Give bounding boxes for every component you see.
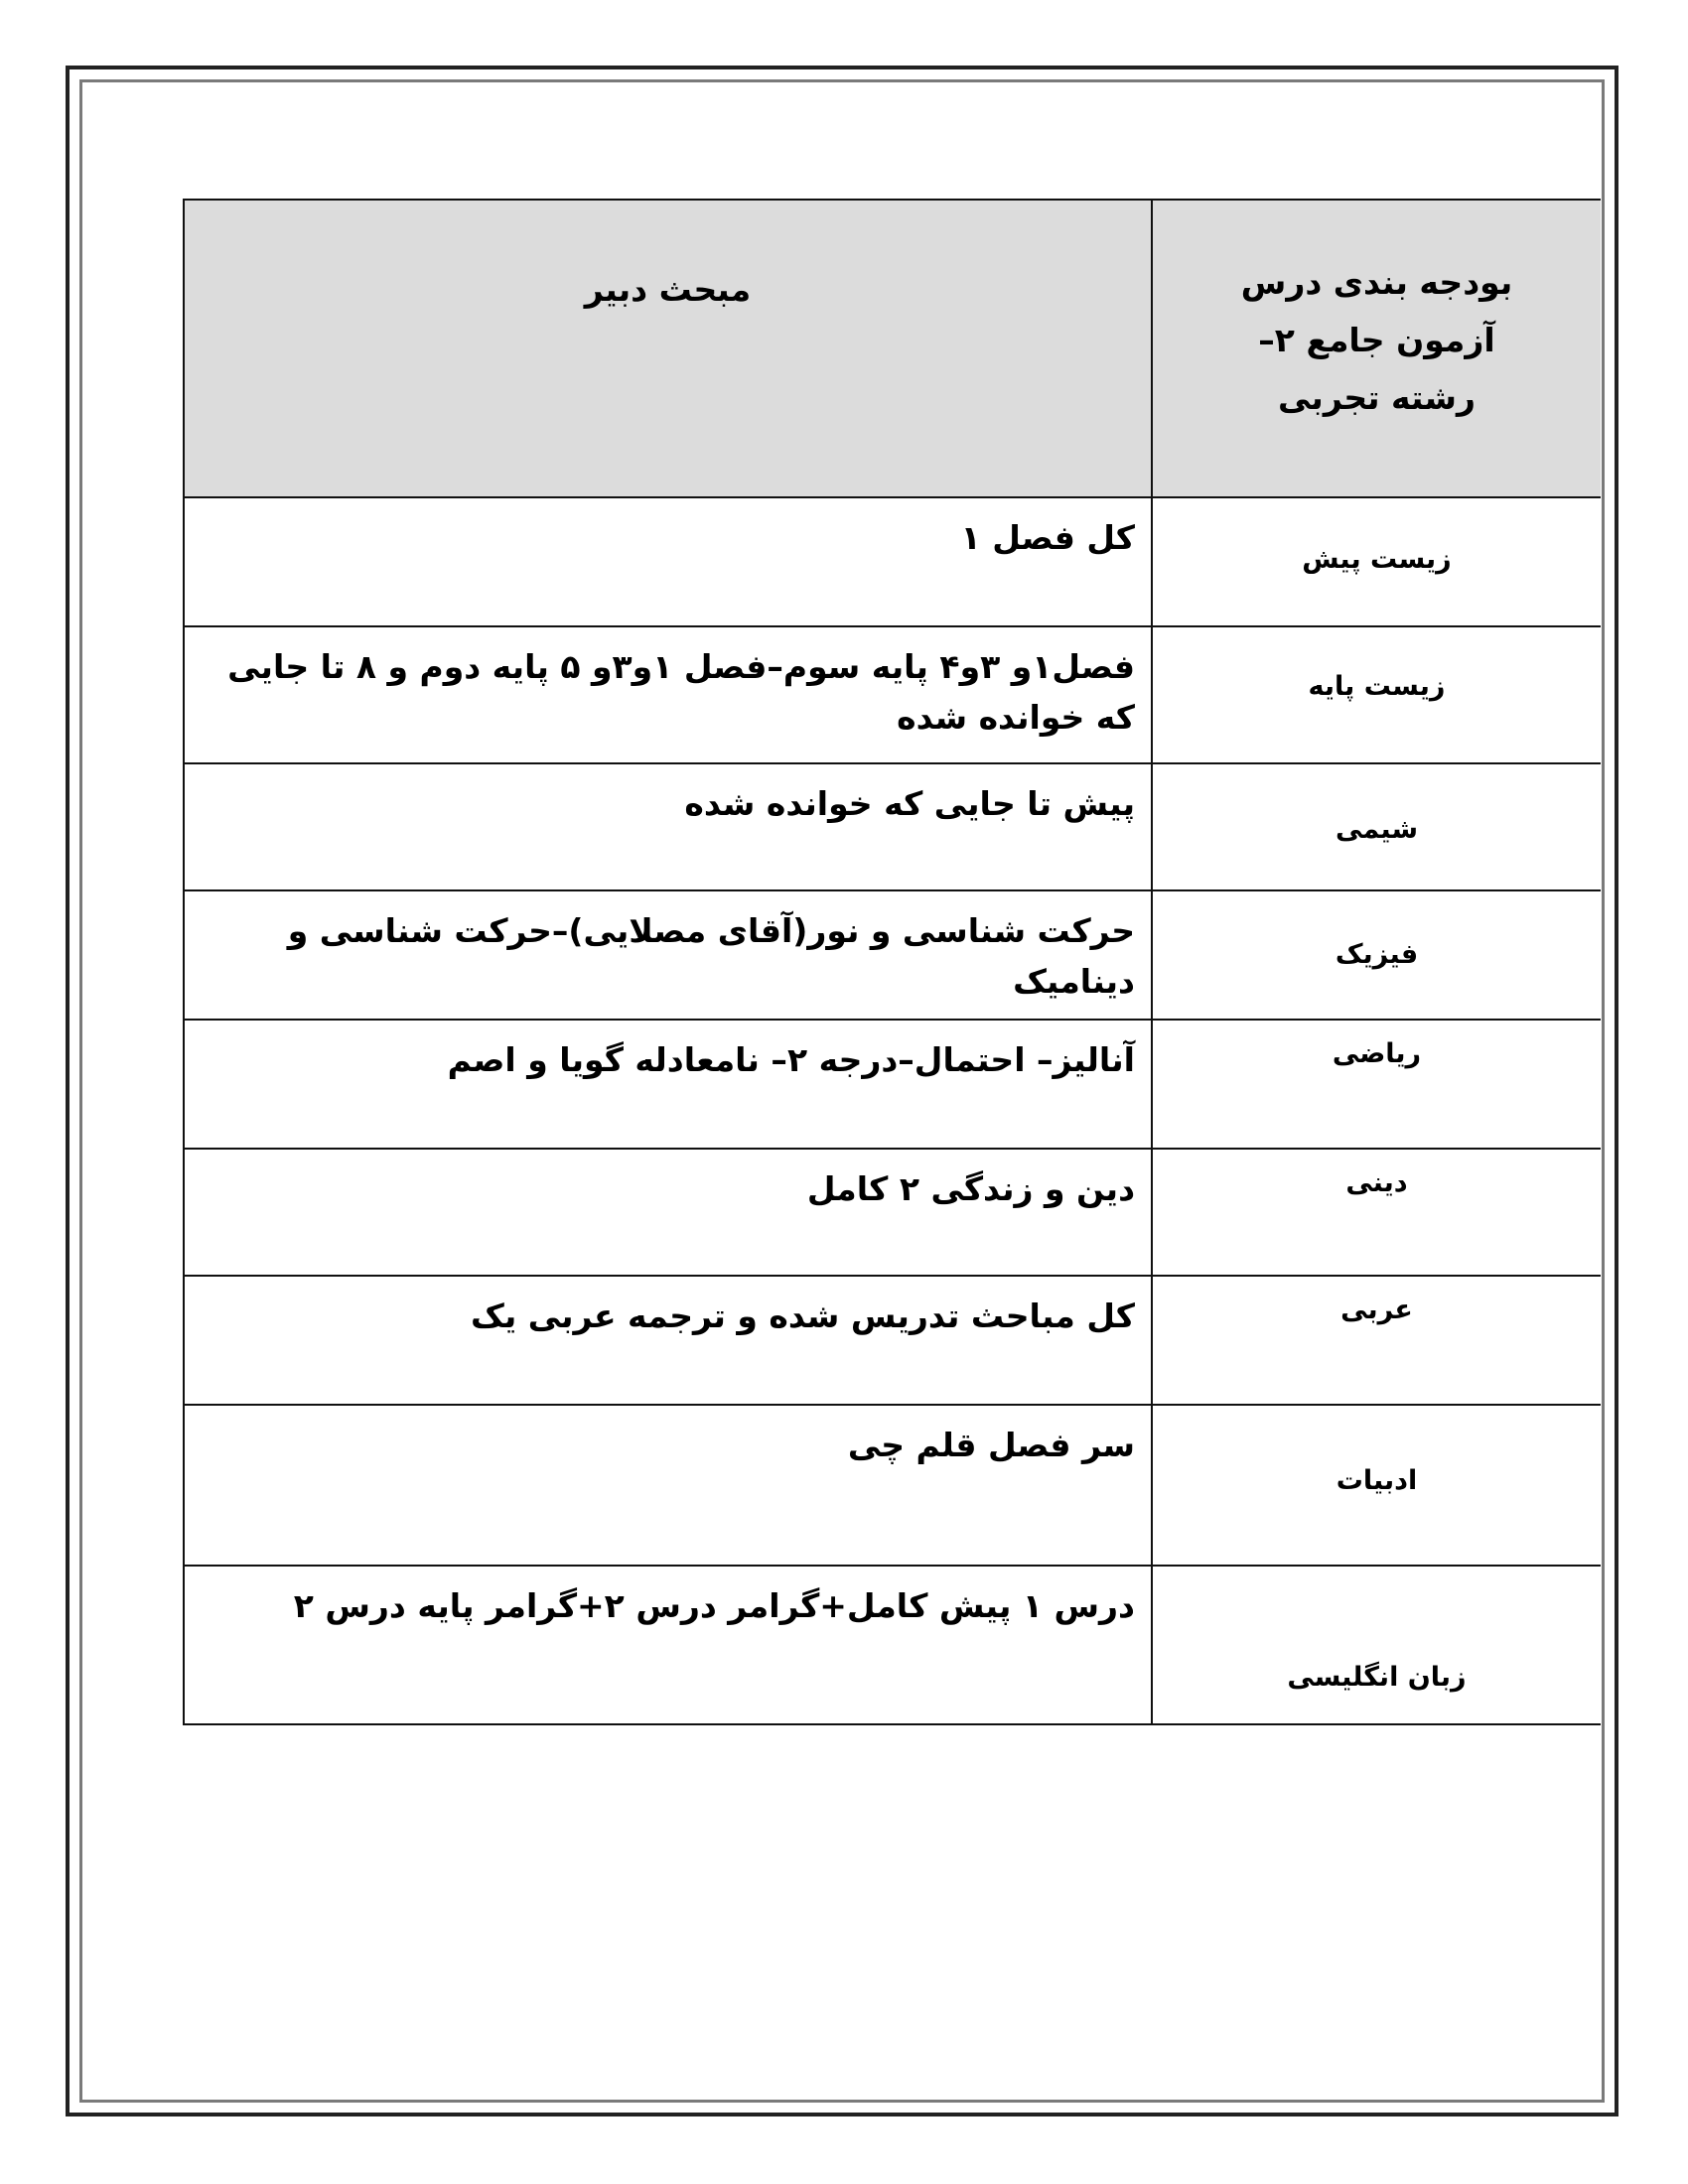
subject-cell (1152, 890, 1601, 1020)
header-subject-line: آزمون جامع ۲– (1258, 320, 1495, 359)
table-row (184, 497, 1601, 626)
topic-cell: دین و زندگی ۲ کامل (184, 1149, 1152, 1276)
table-row (184, 1020, 1601, 1149)
subject-label: زیست پیش (1302, 544, 1452, 575)
table-row (184, 1149, 1601, 1276)
topic-cell: پیش تا جایی که خوانده شده (184, 763, 1152, 890)
table-row (184, 1276, 1601, 1405)
topic-cell: حرکت شناسی و نور(آقای مصلایی)–حرکت شناسی و دینامیک (184, 890, 1152, 1020)
table-row (184, 890, 1601, 1020)
header-topic-cell: مبحث دبیر (184, 200, 1152, 497)
subject-label: دینی (1345, 1167, 1408, 1198)
subject-label: شیمی (1336, 814, 1418, 845)
header-subject-line: بودجه بندی درس (1240, 263, 1513, 302)
topic-cell: فصل۱و ۳و۴ پایه سوم–فصل ۱و۳و ۵ پایه دوم و ۸ تا جایی که خوانده شده (184, 626, 1152, 763)
topic-cell: کل مباحث تدریس شده و ترجمه عربی یک (184, 1276, 1152, 1405)
topic-cell: درس ۱ پیش کامل+گرامر درس ۲+گرامر پایه درس ۲ (184, 1566, 1152, 1724)
topic-cell: آنالیز– احتمال–درجه ۲– نامعادله گویا و اصم (184, 1020, 1152, 1149)
budget-table (183, 199, 1601, 1725)
subject-cell (1152, 1566, 1601, 1724)
topic-cell: سر فصل قلم چی (184, 1405, 1152, 1566)
table-row (184, 763, 1601, 890)
subject-cell (1152, 1149, 1601, 1276)
table-header-row (184, 200, 1601, 497)
subject-label: فیزیک (1335, 939, 1419, 970)
subject-cell (1152, 497, 1601, 626)
subject-cell (1152, 1276, 1601, 1405)
subject-cell (1152, 626, 1601, 763)
table-row (184, 1405, 1601, 1566)
header-subject-cell (1152, 200, 1601, 497)
subject-label: ادبیات (1336, 1465, 1418, 1496)
table-row (184, 626, 1601, 763)
subject-label: زیست پایه (1308, 671, 1446, 702)
subject-label: ریاضی (1332, 1038, 1422, 1069)
header-subject-line: رشته تجربی (1278, 377, 1476, 417)
subject-label: عربی (1340, 1295, 1413, 1325)
subject-label: زبان انگلیسی (1287, 1662, 1467, 1693)
table-row (184, 1566, 1601, 1724)
subject-cell (1152, 1020, 1601, 1149)
subject-cell (1152, 763, 1601, 890)
topic-cell: کل فصل ۱ (184, 497, 1152, 626)
subject-cell (1152, 1405, 1601, 1566)
